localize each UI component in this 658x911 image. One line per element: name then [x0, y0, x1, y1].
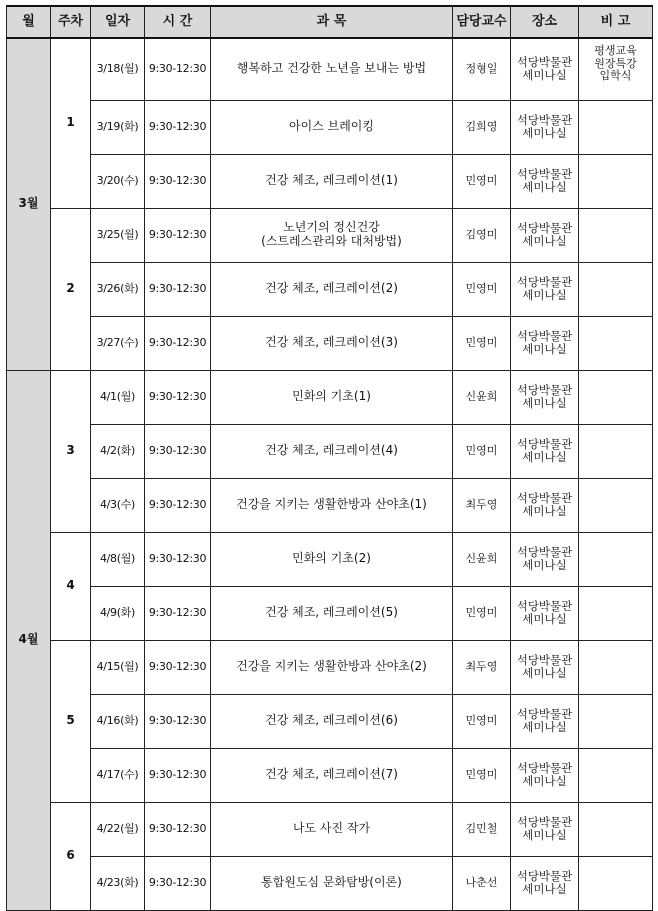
date-cell: 4/2(화): [91, 424, 145, 478]
place-line2: 세미나실: [522, 396, 567, 410]
header-row: [7, 6, 653, 38]
place-line2: 세미나실: [522, 450, 567, 464]
date-cell: 3/25(월): [91, 208, 145, 262]
instructor-cell: 민영미: [453, 316, 511, 370]
place-cell: [511, 586, 579, 640]
table-row: [7, 640, 653, 694]
subject-text: 나도 사진 작가: [292, 821, 371, 836]
header-time: 시 간: [145, 6, 211, 38]
subject-text: 행복하고 건강한 노년을 보내는 방법: [236, 61, 427, 76]
instructor-cell: 신윤희: [453, 370, 511, 424]
subject-cell: [211, 748, 453, 802]
time-cell: 9:30-12:30: [145, 478, 211, 532]
instructor-cell: 민영미: [453, 154, 511, 208]
subject-text: 민화의 기초(1): [292, 389, 371, 404]
note-cell: [579, 748, 653, 802]
note-cell: [579, 154, 653, 208]
place-line2: 세미나실: [522, 504, 567, 518]
table-row: [7, 694, 653, 748]
time-cell: 9:30-12:30: [145, 748, 211, 802]
place-line1: 석당박물관: [516, 544, 573, 559]
date-cell: 4/3(수): [91, 478, 145, 532]
table-row: [7, 586, 653, 640]
place-cell: [511, 100, 579, 154]
place-cell: [511, 748, 579, 802]
place-cell: [511, 38, 579, 100]
place-line1: 석당박물관: [516, 55, 573, 70]
instructor-cell: 민영미: [453, 694, 511, 748]
note-cell: [579, 100, 653, 154]
table-row: [7, 424, 653, 478]
place-line1: 석당박물관: [516, 598, 573, 613]
time-cell: 9:30-12:30: [145, 208, 211, 262]
date-cell: 4/22(월): [91, 802, 145, 856]
place-cell: [511, 802, 579, 856]
subject-text: 건강 체조, 레크레이션(3): [265, 335, 398, 350]
instructor-cell: 민영미: [453, 586, 511, 640]
subject-cell: [211, 316, 453, 370]
note-cell: [579, 262, 653, 316]
place-cell: [511, 478, 579, 532]
place-line2: 세미나실: [522, 828, 567, 842]
date-cell: 3/27(수): [91, 316, 145, 370]
place-line1: 석당박물관: [516, 706, 573, 721]
instructor-cell: 최두영: [453, 478, 511, 532]
time-cell: 9:30-12:30: [145, 532, 211, 586]
subject-text: 건강을 지키는 생활한방과 산야초(1): [236, 497, 427, 512]
date-cell: 4/17(수): [91, 748, 145, 802]
subject-cell: [211, 262, 453, 316]
note-cell: [579, 424, 653, 478]
place-line1: 석당박물관: [516, 760, 573, 775]
time-cell: 9:30-12:30: [145, 424, 211, 478]
note-cell: [579, 38, 653, 100]
subject-text: 노년기의 정신건강: [283, 220, 380, 235]
header-instructor: 담당교수: [453, 6, 511, 38]
week-cell: 3: [51, 370, 91, 532]
place-cell: [511, 208, 579, 262]
header-date: 일자: [91, 6, 145, 38]
place-line2: 세미나실: [522, 234, 567, 248]
table-row: [7, 856, 653, 910]
date-cell: 4/1(월): [91, 370, 145, 424]
note-line3: 입학식: [599, 69, 632, 83]
note-cell: [579, 208, 653, 262]
place-cell: [511, 694, 579, 748]
place-line2: 세미나실: [522, 126, 567, 140]
table-row: [7, 100, 653, 154]
table-row: [7, 208, 653, 262]
subject-subtext: (스트레스관리와 대처방법): [261, 234, 402, 248]
week-cell: 4: [51, 532, 91, 640]
time-cell: 9:30-12:30: [145, 370, 211, 424]
instructor-cell: 나춘선: [453, 856, 511, 910]
date-cell: 3/18(월): [91, 38, 145, 100]
table-row: [7, 802, 653, 856]
note-cell: [579, 316, 653, 370]
date-cell: 3/19(화): [91, 100, 145, 154]
time-cell: 9:30-12:30: [145, 856, 211, 910]
subject-cell: [211, 532, 453, 586]
instructor-cell: 민영미: [453, 424, 511, 478]
subject-cell: [211, 694, 453, 748]
place-cell: [511, 154, 579, 208]
table-row: [7, 478, 653, 532]
time-cell: 9:30-12:30: [145, 586, 211, 640]
place-line1: 석당박물관: [516, 652, 573, 667]
week-cell: 1: [51, 38, 91, 208]
table-row: [7, 262, 653, 316]
subject-text: 건강 체조, 레크레이션(4): [265, 443, 398, 458]
subject-text: 건강 체조, 레크레이션(2): [265, 281, 398, 296]
subject-cell: [211, 802, 453, 856]
subject-text: 아이스 브레이킹: [289, 119, 374, 134]
note-cell: [579, 694, 653, 748]
instructor-cell: 민영미: [453, 262, 511, 316]
date-cell: 4/9(화): [91, 586, 145, 640]
place-line2: 세미나실: [522, 882, 567, 896]
place-cell: [511, 856, 579, 910]
place-line1: 석당박물관: [516, 220, 573, 235]
instructor-cell: 김영미: [453, 208, 511, 262]
date-cell: 4/23(화): [91, 856, 145, 910]
subject-cell: [211, 208, 453, 262]
place-line2: 세미나실: [522, 342, 567, 356]
subject-cell: [211, 370, 453, 424]
date-cell: 4/8(월): [91, 532, 145, 586]
note-cell: [579, 532, 653, 586]
table-row: [7, 38, 653, 100]
place-cell: [511, 316, 579, 370]
header-subject: 과 목: [211, 6, 453, 38]
place-line2: 세미나실: [522, 180, 567, 194]
time-cell: 9:30-12:30: [145, 694, 211, 748]
note-line2: 원장특강: [594, 56, 637, 70]
place-cell: [511, 532, 579, 586]
subject-text: 건강 체조, 레크레이션(1): [265, 173, 398, 188]
subject-text: 건강 체조, 레크레이션(5): [265, 605, 398, 620]
subject-cell: [211, 856, 453, 910]
place-line1: 석당박물관: [516, 382, 573, 397]
place-line2: 세미나실: [522, 666, 567, 680]
schedule-table: [6, 5, 653, 911]
place-line2: 세미나실: [522, 558, 567, 572]
place-line2: 세미나실: [522, 774, 567, 788]
subject-text: 건강을 지키는 생활한방과 산야초(2): [236, 659, 427, 674]
header-note: 비 고: [579, 6, 653, 38]
time-cell: 9:30-12:30: [145, 38, 211, 100]
table-row: [7, 316, 653, 370]
place-line1: 석당박물관: [516, 868, 573, 883]
time-cell: 9:30-12:30: [145, 316, 211, 370]
time-cell: 9:30-12:30: [145, 262, 211, 316]
note-cell: [579, 370, 653, 424]
week-cell: 5: [51, 640, 91, 802]
place-cell: [511, 424, 579, 478]
subject-text: 통합원도심 문화탐방(이론): [261, 875, 402, 890]
note-cell: [579, 478, 653, 532]
header-month: 월: [7, 6, 51, 38]
date-cell: 4/15(월): [91, 640, 145, 694]
place-line1: 석당박물관: [516, 166, 573, 181]
month-cell-march: 3월: [7, 38, 51, 370]
instructor-cell: 최두영: [453, 640, 511, 694]
date-cell: 3/20(수): [91, 154, 145, 208]
note-cell: [579, 856, 653, 910]
place-cell: [511, 640, 579, 694]
place-cell: [511, 262, 579, 316]
place-line2: 세미나실: [522, 68, 567, 83]
place-cell: [511, 370, 579, 424]
note-cell: [579, 802, 653, 856]
subject-cell: [211, 154, 453, 208]
place-line2: 세미나실: [522, 288, 567, 302]
subject-text: 건강 체조, 레크레이션(6): [265, 713, 398, 728]
time-cell: 9:30-12:30: [145, 154, 211, 208]
place-line2: 세미나실: [522, 612, 567, 626]
place-line2: 세미나실: [522, 720, 567, 734]
instructor-cell: 신윤희: [453, 532, 511, 586]
instructor-cell: 김희영: [453, 100, 511, 154]
date-cell: 3/26(화): [91, 262, 145, 316]
subject-cell: [211, 100, 453, 154]
subject-text: 건강 체조, 레크레이션(7): [265, 767, 398, 782]
instructor-cell: 김민철: [453, 802, 511, 856]
table-row: [7, 532, 653, 586]
place-line1: 석당박물관: [516, 274, 573, 289]
time-cell: 9:30-12:30: [145, 100, 211, 154]
header-place: 장소: [511, 6, 579, 38]
table-row: [7, 154, 653, 208]
place-line1: 석당박물관: [516, 490, 573, 505]
week-cell: 2: [51, 208, 91, 370]
schedule-body: [7, 38, 653, 910]
subject-cell: [211, 478, 453, 532]
month-cell-april: 4월: [7, 370, 51, 910]
header-week: 주차: [51, 6, 91, 38]
instructor-cell: 민영미: [453, 748, 511, 802]
subject-cell: [211, 424, 453, 478]
time-cell: 9:30-12:30: [145, 802, 211, 856]
table-row: [7, 370, 653, 424]
note-cell: [579, 586, 653, 640]
subject-text: 민화의 기초(2): [292, 551, 371, 566]
subject-cell: [211, 640, 453, 694]
week-cell: 6: [51, 802, 91, 910]
subject-cell: [211, 586, 453, 640]
instructor-cell: 정형일: [453, 38, 511, 100]
place-line1: 석당박물관: [516, 112, 573, 127]
place-line1: 석당박물관: [516, 436, 573, 451]
date-cell: 4/16(화): [91, 694, 145, 748]
note-cell: [579, 640, 653, 694]
note-line1: 평생교육: [594, 44, 637, 57]
time-cell: 9:30-12:30: [145, 640, 211, 694]
subject-cell: [211, 38, 453, 100]
place-line1: 석당박물관: [516, 814, 573, 829]
table-row: [7, 748, 653, 802]
place-line1: 석당박물관: [516, 328, 573, 343]
